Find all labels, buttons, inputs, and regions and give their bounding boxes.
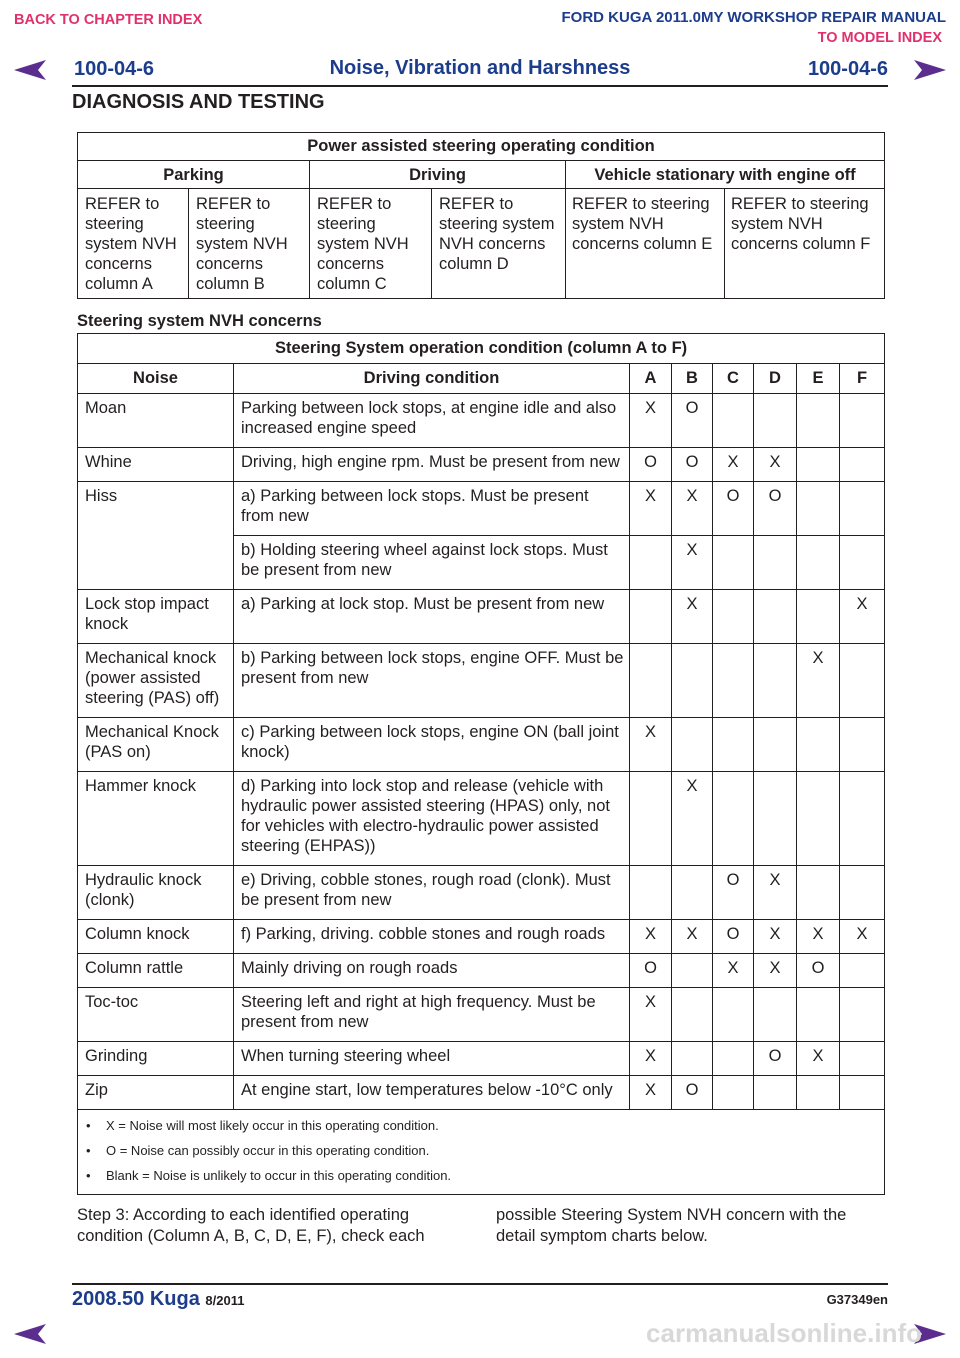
refer-cell-a: REFER to steering system NVH concerns column A	[78, 189, 189, 299]
header-column-f: F	[840, 364, 885, 394]
table-row	[78, 772, 885, 866]
noise-cell: Hiss	[78, 482, 234, 590]
mark-cell: X	[672, 590, 713, 644]
header-column-a: A	[630, 364, 672, 394]
table-row	[78, 954, 885, 988]
mark-cell	[797, 394, 840, 448]
mark-cell	[630, 866, 672, 920]
header-column-c: C	[713, 364, 754, 394]
noise-cell: Mechanical Knock (PAS on)	[78, 718, 234, 772]
noise-cell: Hammer knock	[78, 772, 234, 866]
header-driving-condition: Driving condition	[234, 364, 630, 394]
mark-cell: X	[630, 1076, 672, 1110]
mark-cell: X	[630, 920, 672, 954]
table-row	[78, 394, 885, 448]
mark-cell	[840, 954, 885, 988]
mark-cell: O	[630, 954, 672, 988]
mark-cell	[754, 394, 797, 448]
mark-cell	[797, 866, 840, 920]
nvh-table-title: Steering System operation condition (column A to F)	[78, 334, 885, 364]
mark-cell: X	[713, 954, 754, 988]
group-header-driving: Driving	[310, 161, 566, 189]
condition-cell: Mainly driving on rough roads	[234, 954, 630, 988]
watermark: carmanualsonline.info	[646, 1318, 922, 1348]
page-number-right: 100-04-6	[807, 58, 888, 80]
condition-cell: a) Parking between lock stops. Must be present from new	[234, 482, 630, 536]
mark-cell	[754, 536, 797, 590]
mark-cell: X	[630, 988, 672, 1042]
noise-cell: Moan	[78, 394, 234, 448]
mark-cell	[713, 1042, 754, 1076]
table-row	[78, 920, 885, 954]
mark-cell: X	[630, 718, 672, 772]
mark-cell	[672, 718, 713, 772]
page-number-left: 100-04-6	[74, 58, 155, 80]
condition-cell: a) Parking at lock stop. Must be present from new	[234, 590, 630, 644]
mark-cell	[754, 1076, 797, 1110]
legend-note-blank: • Blank = Noise is unlikely to occur in this operating condition.	[86, 1168, 878, 1184]
mark-cell	[797, 988, 840, 1042]
step-3-text-left: Step 3: According to each identified operating condition (Column A, B, C, D, E, F), check each	[77, 1206, 425, 1245]
mark-cell	[754, 644, 797, 718]
mark-cell: O	[754, 482, 797, 536]
refer-cell-b: REFER to steering system NVH concerns column B	[189, 189, 310, 299]
mark-cell: O	[754, 1042, 797, 1076]
mark-cell	[754, 590, 797, 644]
mark-cell	[713, 772, 754, 866]
mark-cell	[840, 644, 885, 718]
noise-cell: Column rattle	[78, 954, 234, 988]
footer-model	[72, 1288, 244, 1311]
noise-cell: Whine	[78, 448, 234, 482]
condition-cell: Steering left and right at high frequency. Must be present from new	[234, 988, 630, 1042]
refer-cell-e: REFER to steering system NVH concerns column E	[566, 189, 725, 299]
mark-cell	[630, 590, 672, 644]
mark-cell	[672, 644, 713, 718]
mark-cell	[840, 482, 885, 536]
noise-cell: Column knock	[78, 920, 234, 954]
table-row	[78, 590, 885, 644]
to-model-index-link[interactable]: TO MODEL INDEX	[817, 30, 942, 46]
mark-cell	[713, 536, 754, 590]
condition-cell: b) Parking between lock stops, engine OFF. Must be present from new	[234, 644, 630, 718]
step-3-text-right: possible Steering System NVH concern with the detail symptom charts below.	[496, 1206, 847, 1245]
mark-cell	[797, 772, 840, 866]
header-noise: Noise	[78, 364, 234, 394]
nvh-concerns-table	[77, 333, 885, 1195]
mark-cell: X	[840, 590, 885, 644]
legend-notes	[78, 1110, 885, 1195]
mark-cell: X	[630, 394, 672, 448]
mark-cell	[672, 866, 713, 920]
noise-cell: Zip	[78, 1076, 234, 1110]
mark-cell: X	[840, 920, 885, 954]
mark-cell: X	[754, 954, 797, 988]
table-row	[78, 1076, 885, 1110]
mark-cell	[713, 394, 754, 448]
mark-cell: O	[713, 920, 754, 954]
mark-cell: X	[754, 866, 797, 920]
group-header-parking: Parking	[78, 161, 310, 189]
mark-cell	[797, 1076, 840, 1110]
mark-cell	[797, 718, 840, 772]
mark-cell	[797, 482, 840, 536]
mark-cell	[840, 394, 885, 448]
table-row	[78, 718, 885, 772]
mark-cell: X	[797, 920, 840, 954]
mark-cell	[840, 988, 885, 1042]
noise-cell: Toc-toc	[78, 988, 234, 1042]
condition-cell: Driving, high engine rpm. Must be present from new	[234, 448, 630, 482]
refer-cell-f: REFER to steering system NVH concerns column F	[725, 189, 885, 299]
table-row	[78, 866, 885, 920]
footer-rule	[72, 1283, 888, 1285]
mark-cell: X	[672, 536, 713, 590]
mark-cell: X	[797, 644, 840, 718]
mark-cell: X	[672, 772, 713, 866]
condition-cell: b) Holding steering wheel against lock stops. Must be present from new	[234, 536, 630, 590]
header-column-d: D	[754, 364, 797, 394]
mark-cell: O	[672, 394, 713, 448]
footer-date: 8/2011	[205, 1293, 245, 1308]
mark-cell	[672, 1042, 713, 1076]
nvh-table-caption: Steering system NVH concerns	[77, 312, 322, 330]
mark-cell	[630, 536, 672, 590]
mark-cell	[672, 954, 713, 988]
mark-cell: X	[672, 920, 713, 954]
mark-cell	[713, 1076, 754, 1110]
mark-cell	[840, 866, 885, 920]
noise-cell: Grinding	[78, 1042, 234, 1076]
group-header-stationary: Vehicle stationary with engine off	[566, 161, 885, 189]
mark-cell	[840, 448, 885, 482]
condition-cell: When turning steering wheel	[234, 1042, 630, 1076]
noise-cell: Mechanical knock (power assisted steering (PAS) off)	[78, 644, 234, 718]
mark-cell	[713, 718, 754, 772]
previous-page-arrow-bottom-icon[interactable]	[12, 1322, 50, 1346]
mark-cell: X	[630, 1042, 672, 1076]
mark-cell	[840, 772, 885, 866]
mark-cell: X	[630, 482, 672, 536]
mark-cell	[754, 988, 797, 1042]
mark-cell	[630, 644, 672, 718]
mark-cell	[840, 1076, 885, 1110]
mark-cell	[754, 772, 797, 866]
back-to-chapter-index-link[interactable]: BACK TO CHAPTER INDEX	[14, 12, 203, 28]
condition-cell: c) Parking between lock stops, engine ON (ball joint knock)	[234, 718, 630, 772]
condition-cell: Parking between lock stops, at engine idle and also increased engine speed	[234, 394, 630, 448]
section-title: Noise, Vibration and Harshness	[329, 57, 631, 79]
mark-cell: X	[797, 1042, 840, 1076]
mark-cell: O	[713, 866, 754, 920]
mark-cell: X	[713, 448, 754, 482]
mark-cell	[713, 988, 754, 1042]
mark-cell	[840, 1042, 885, 1076]
table-row	[78, 1042, 885, 1076]
refer-cell-c: REFER to steering system NVH concerns column C	[310, 189, 432, 299]
noise-cell: Lock stop impact knock	[78, 590, 234, 644]
legend-note-o: • O = Noise can possibly occur in this operating condition.	[86, 1143, 878, 1159]
operating-condition-table-title: Power assisted steering operating condition	[78, 133, 885, 161]
footer-doc-code: G37349en	[826, 1292, 888, 1307]
mark-cell	[713, 590, 754, 644]
mark-cell: O	[630, 448, 672, 482]
mark-cell: X	[754, 920, 797, 954]
subsection-title: DIAGNOSIS AND TESTING	[72, 91, 325, 113]
mark-cell	[713, 644, 754, 718]
header-rule	[72, 85, 888, 87]
mark-cell	[797, 590, 840, 644]
mark-cell	[797, 536, 840, 590]
table-row	[78, 644, 885, 718]
mark-cell: O	[672, 1076, 713, 1110]
footer-model-name: 2008.50 Kuga	[72, 1288, 200, 1310]
mark-cell: O	[672, 448, 713, 482]
legend-note-x: • X = Noise will most likely occur in this operating condition.	[86, 1118, 878, 1134]
table-row	[78, 482, 885, 536]
mark-cell	[630, 772, 672, 866]
condition-cell: d) Parking into lock stop and release (vehicle with hydraulic power assisted steering (HPAS) only, not for vehicles with electro-hydraulic power assisted steering (EHPAS))	[234, 772, 630, 866]
mark-cell	[840, 718, 885, 772]
operating-condition-table	[77, 132, 885, 299]
table-row	[78, 988, 885, 1042]
header-column-b: B	[672, 364, 713, 394]
condition-cell: e) Driving, cobble stones, rough road (clonk). Must be present from new	[234, 866, 630, 920]
refer-cell-d: REFER to steering system NVH concerns column D	[432, 189, 566, 299]
mark-cell: O	[713, 482, 754, 536]
mark-cell: O	[797, 954, 840, 988]
mark-cell	[797, 448, 840, 482]
header-column-e: E	[797, 364, 840, 394]
mark-cell: X	[672, 482, 713, 536]
condition-cell: At engine start, low temperatures below -10°C only	[234, 1076, 630, 1110]
manual-title: FORD KUGA 2011.0MY WORKSHOP REPAIR MANUAL	[561, 9, 946, 26]
condition-cell: f) Parking, driving. cobble stones and rough roads	[234, 920, 630, 954]
mark-cell	[754, 718, 797, 772]
mark-cell	[840, 536, 885, 590]
noise-cell: Hydraulic knock (clonk)	[78, 866, 234, 920]
mark-cell	[672, 988, 713, 1042]
table-row	[78, 448, 885, 482]
mark-cell: X	[754, 448, 797, 482]
